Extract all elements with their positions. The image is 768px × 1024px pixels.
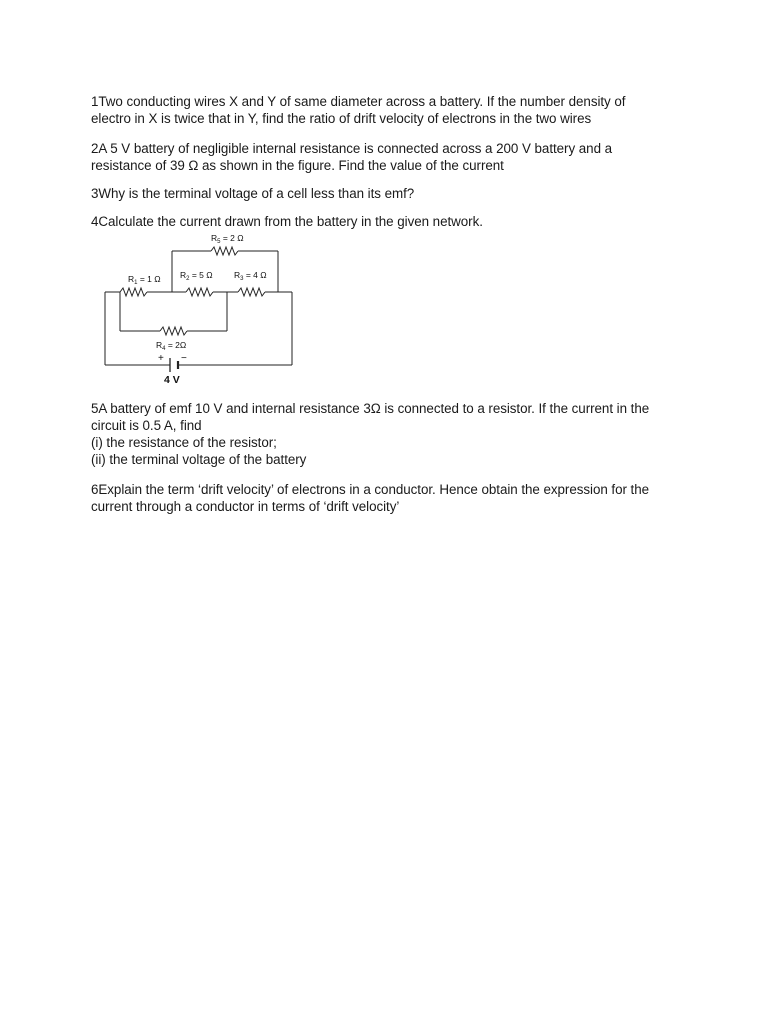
question-text-line: A battery of emf 10 V and internal resistance 3Ω is connected to a resistor. If the current in the (98, 401, 650, 416)
question-number: 4 (91, 214, 99, 229)
question-2 (91, 140, 691, 174)
question-5 (91, 400, 691, 468)
question-text-line: (i) the resistance of the resistor; (91, 435, 277, 450)
question-number: 2 (91, 141, 99, 156)
r2-label: $R_2 = 5$ Ω (180, 270, 213, 282)
resistor-r5-symbol (211, 247, 238, 255)
question-text-line: A 5 V battery of negligible internal resistance is connected across a 200 V battery and a (98, 141, 613, 156)
circuit-diagram (100, 228, 300, 388)
r3-label: $R_3 = 4$ Ω (234, 270, 267, 282)
circuit-wires (105, 247, 292, 365)
battery-plus-sign: + (158, 353, 164, 364)
question-text-line: (ii) the terminal voltage of the battery (91, 452, 307, 467)
resistor-r2-symbol (186, 288, 213, 296)
battery-minus-sign: − (181, 353, 187, 364)
question-3 (91, 185, 691, 202)
question-number: 6 (91, 482, 99, 497)
question-6 (91, 481, 691, 515)
question-number: 1 (91, 94, 99, 109)
resistor-r3-symbol (238, 288, 265, 296)
question-text-line: Why is the terminal voltage of a cell less than its emf? (98, 186, 415, 201)
question-text-line: Calculate the current drawn from the battery in the given network. (98, 214, 483, 229)
question-text-line: resistance of 39 Ω as shown in the figure. Find the value of the current (91, 158, 504, 173)
question-text-line: electro in X is twice that in Y, find the ratio of drift velocity of electrons in the two wires (91, 111, 592, 126)
resistor-r1-symbol (120, 288, 147, 296)
question-number: 5 (91, 401, 99, 416)
resistor-r4-symbol (160, 327, 187, 335)
battery-symbol (170, 358, 178, 372)
question-text-line: circuit is 0.5 A, find (91, 418, 202, 433)
r5-label: $R_5 = 2$ Ω (211, 233, 244, 245)
question-text-line: Explain the term ‘drift velocity’ of electrons in a conductor. Hence obtain the expression for the (98, 482, 650, 497)
question-1 (91, 93, 691, 127)
r4-label: $R_4 = 2\Omega$ (156, 340, 187, 352)
battery-voltage-label: 4 V (164, 374, 180, 386)
question-number: 3 (91, 186, 99, 201)
question-text-line: Two conducting wires X and Y of same diameter across a battery. If the number density of (98, 94, 626, 109)
r1-label: $R_1 = 1$ Ω (128, 274, 161, 286)
question-text-line: current through a conductor in terms of ‘drift velocity’ (91, 499, 400, 514)
